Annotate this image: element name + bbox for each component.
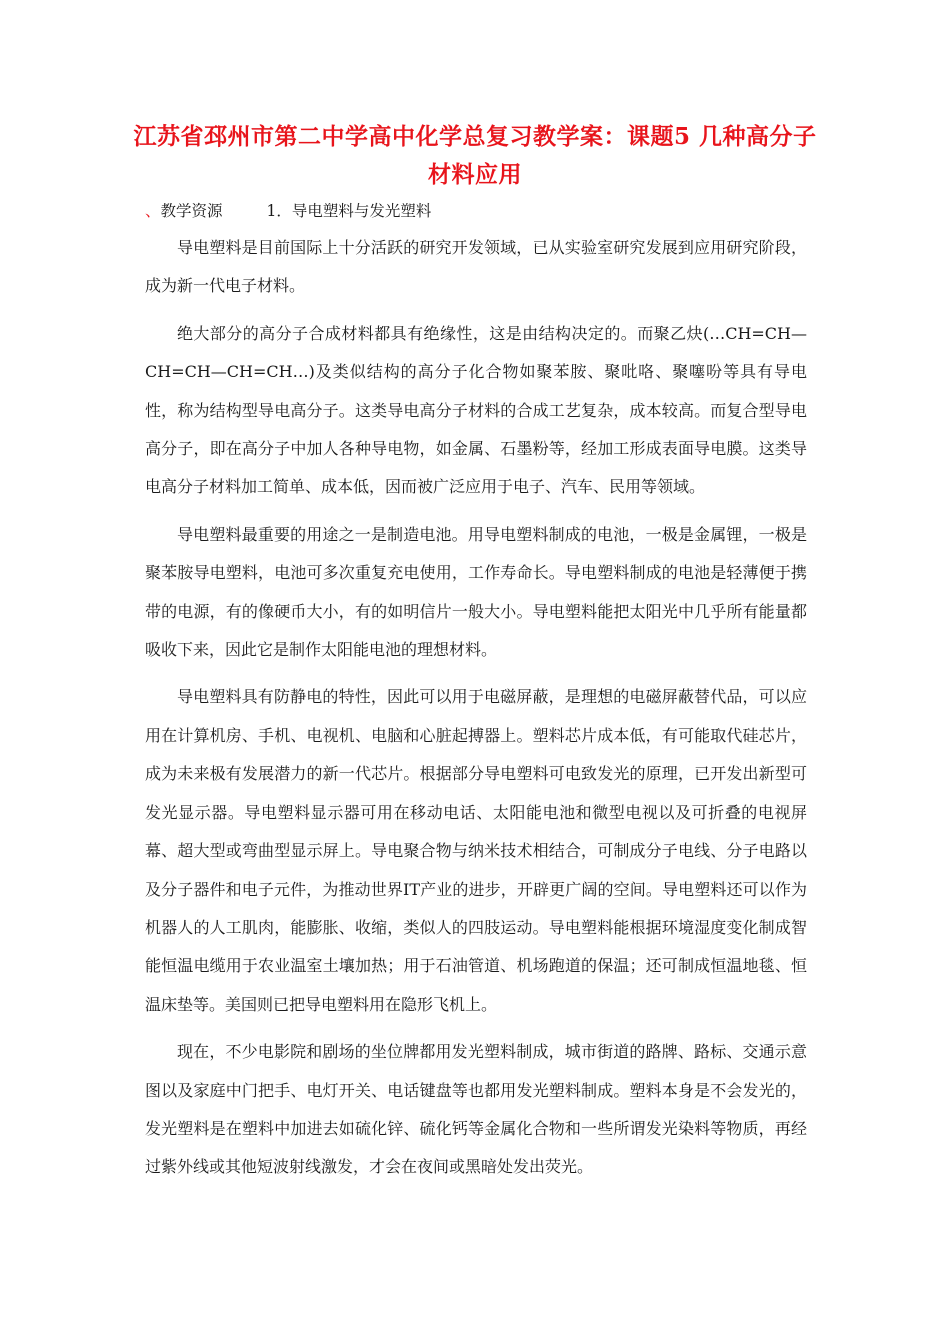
section-label: 教学资源: [160, 202, 223, 220]
title-line-2: 材料应用: [428, 161, 522, 188]
section-subheading: 1．导电塑料与发光塑料: [266, 202, 432, 220]
paragraph-5: 现在，不少电影院和剧场的坐位牌都用发光塑料制成，城市街道的路牌、路标、交通示意图以及家庭中门把手、电灯开关、电话键盘等也都用发光塑料制成。塑料本身是不会发光的，发光塑料是在塑料中加进去如硫化锌、硫化钙等金属化合物和一些所谓发光染料等物质，再经过紫外线或其他短波射线激发，才会在夜间或黑暗处发出荧光。: [145, 1042, 807, 1177]
paragraph-4: 导电塑料具有防静电的特性，因此可以用于电磁屏蔽，是理想的电磁屏蔽替代品，可以应用在计算机房、手机、电视机、电脑和心脏起搏器上。塑料芯片成本低，有可能取代硅芯片，成为未来极有发展潜力的新一代芯片。根据部分导电塑料可电致发光的原理，已开发出新型可发光显示器。导电塑料显示器可用在移动电话、太阳能电池和微型电视以及可折叠的电视屏幕、超大型或弯曲型显示屏上。导电聚合物与纳米技术相结合，可制成分子电线、分子电路以及分子器件和电子元件，为推动世界IT产业的进步，开辟更广阔的空间。导电塑料还可以作为机器人的人工肌肉，能膨胀、收缩，类似人的四肢运动。导电塑料能根据环境湿度变化制成智能恒温电缆用于农业温室土壤加热；用于石油管道、机场跑道的保温；还可制成恒温地毯、恒温床垫等。美国则已把导电塑料用在隐形飞机上。: [145, 687, 807, 1014]
section-heading: [145, 200, 431, 222]
section-prefix: 、: [145, 202, 161, 220]
paragraph-1: 导电塑料是目前国际上十分活跃的研究开发领域，已从实验室研究发展到应用研究阶段，成为新一代电子材料。: [145, 238, 807, 296]
paragraph-2: 绝大部分的高分子合成材料都具有绝缘性，这是由结构决定的。而聚乙炔(…CH=CH—CH=CH—CH=CH…)及类似结构的高分子化合物如聚苯胺、聚吡咯、聚噻吩等具有导电性，称为结构型导电高分子。这类导电高分子材料的合成工艺复杂，成本较高。而复合型导电高分子，即在高分子中加人各种导电物，如金属、石墨粉等，经加工形成表面导电膜。这类导电高分子材料加工简单、成本低，因而被广泛应用于电子、汽车、民用等领域。: [145, 323, 807, 497]
document-title: [130, 118, 820, 194]
paragraph-3: 导电塑料最重要的用途之一是制造电池。用导电塑料制成的电池，一极是金属锂，一极是聚苯胺导电塑料，电池可多次重复充电使用，工作寿命长。导电塑料制成的电池是轻薄便于携带的电源，有的像硬币大小，有的如明信片一般大小。导电塑料能把太阳光中几乎所有能量都吸收下来，因此它是制作太阳能电池的理想材料。: [145, 524, 807, 660]
body-text: [145, 229, 807, 1196]
title-line-1: 江苏省邳州市第二中学高中化学总复习教学案：课题5 几种高分子: [133, 123, 817, 150]
